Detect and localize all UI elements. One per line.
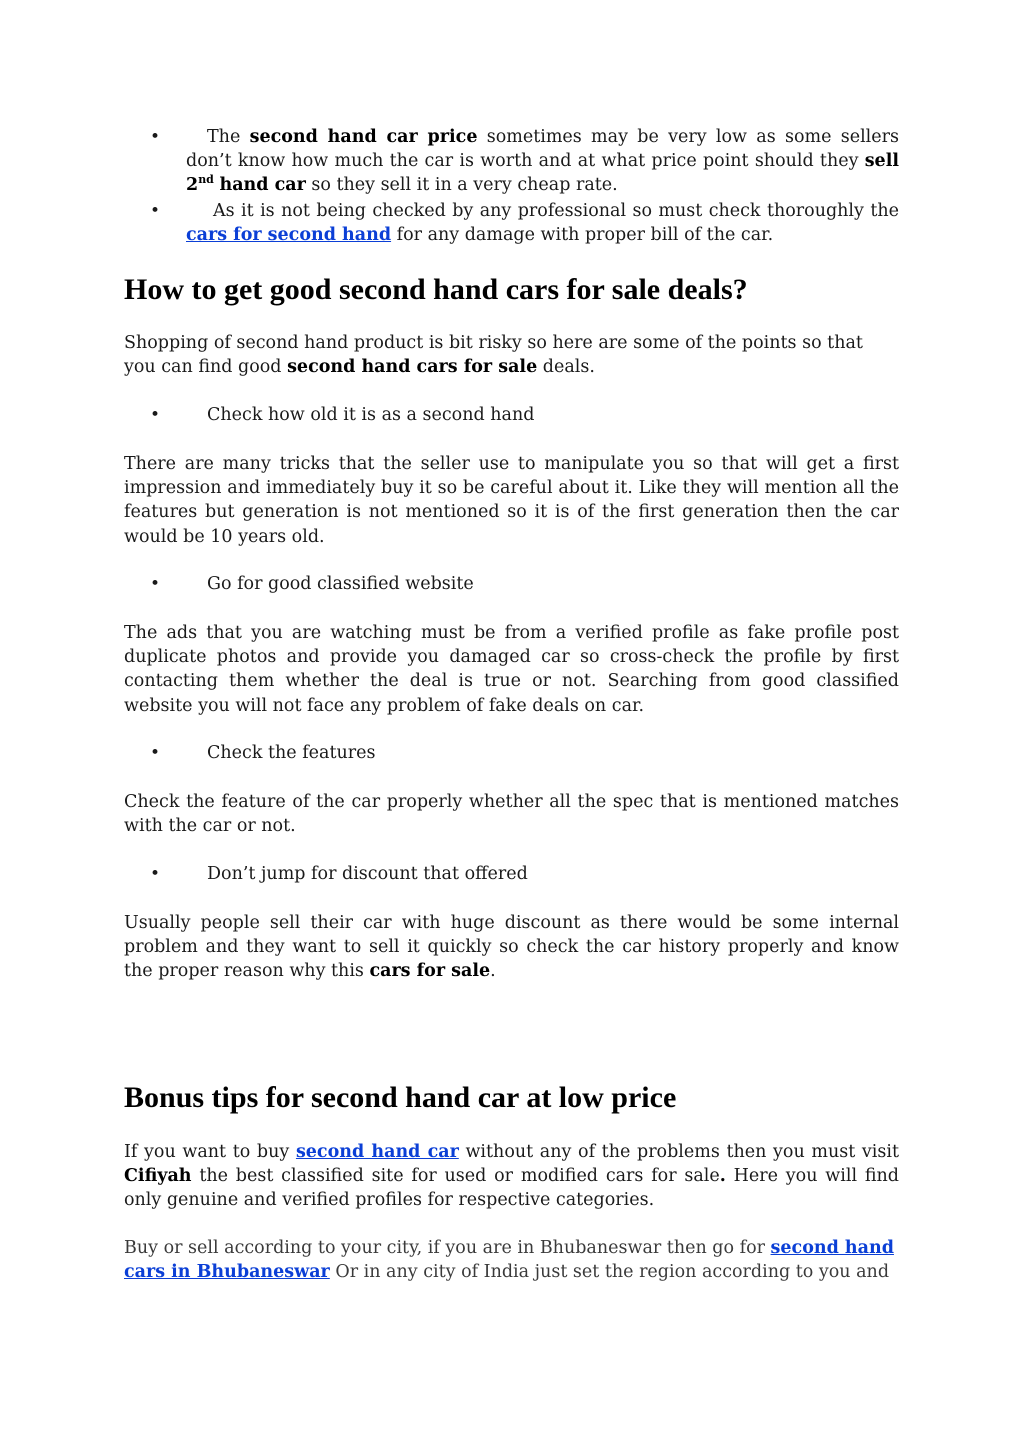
point-heading: Check how old it is as a second hand: [207, 405, 535, 425]
point-heading: Don’t jump for discount that offered: [207, 864, 528, 884]
brand-name: Cifiyah: [124, 1166, 192, 1187]
section-heading: Bonus tips for second hand car at low price: [124, 1081, 677, 1114]
bullet-item: As it is not being checked by any professional so must check thoroughly the cars for second hand for any damage with proper bill of the car.: [186, 201, 899, 246]
bonus-paragraph: Buy or sell according to your city, if you are in Bhubaneswar then go for second hand cars in Bhubaneswar Or in any city of India just set the region according to you and: [124, 1238, 894, 1283]
point-heading: Go for good classified website: [207, 574, 474, 594]
bullet-marker: •: [150, 201, 161, 221]
point-paragraph: There are many tricks that the seller use to manipulate you so that will get a first impression and immediately buy it so be careful about it. Like they will mention all the features but generation is not mentioned so it is of the first generation then the car would be 10 years old.: [124, 454, 899, 547]
bold-term: sell 2: [186, 151, 899, 196]
bullet-marker: •: [150, 127, 161, 147]
bullet-marker: •: [150, 864, 161, 884]
superscript: nd: [198, 173, 214, 187]
bonus-paragraph: If you want to buy second hand car without any of the problems then you must visit Cifiyah the best classified site for used or modified cars for sale. Here you will find only genuine and verified profiles for respective categories.: [124, 1142, 899, 1211]
bullet-marker: •: [150, 743, 161, 763]
point-paragraph: Usually people sell their car with huge discount as there would be some internal problem and they want to sell it quickly so check the car history properly and know the proper reason why this cars for sale.: [124, 913, 899, 982]
bullet-marker: •: [150, 574, 161, 594]
point-paragraph: The ads that you are watching must be from a verified profile as fake profile post duplicate photos and provide you damaged car so cross-check the profile by first contacting them whether the deal is true or not. Searching from good classified website you will not face any problem of fake deals on car.: [124, 623, 899, 716]
section-heading: How to get good second hand cars for sale deals?: [124, 273, 748, 306]
second-hand-car-link[interactable]: second hand car: [295, 1142, 459, 1162]
bullet-marker: •: [150, 405, 161, 425]
intro-paragraph: Shopping of second hand product is bit risky so here are some of the points so that you can find good second hand cars for sale deals.: [124, 333, 863, 378]
second-hand-cars-in-bhubaneswar-link[interactable]: second hand cars in Bhubaneswar: [124, 1238, 894, 1283]
bold-term: second hand cars for sale: [287, 357, 538, 378]
cars-for-second-hand-link[interactable]: cars for second hand: [186, 225, 392, 246]
bullet-item: The second hand car price sometimes may be very low as some sellers don’t know how much the car is worth and at what price point should they sell 2nd hand car so they sell it in a very cheap rate.: [186, 127, 899, 196]
bold-term: hand car: [219, 175, 306, 196]
bold-term: second hand car price: [249, 127, 478, 147]
point-paragraph: Check the feature of the car properly whether all the spec that is mentioned matches with the car or not.: [124, 792, 899, 837]
point-heading: Check the features: [207, 743, 376, 763]
bold-term: cars for sale: [369, 961, 491, 982]
